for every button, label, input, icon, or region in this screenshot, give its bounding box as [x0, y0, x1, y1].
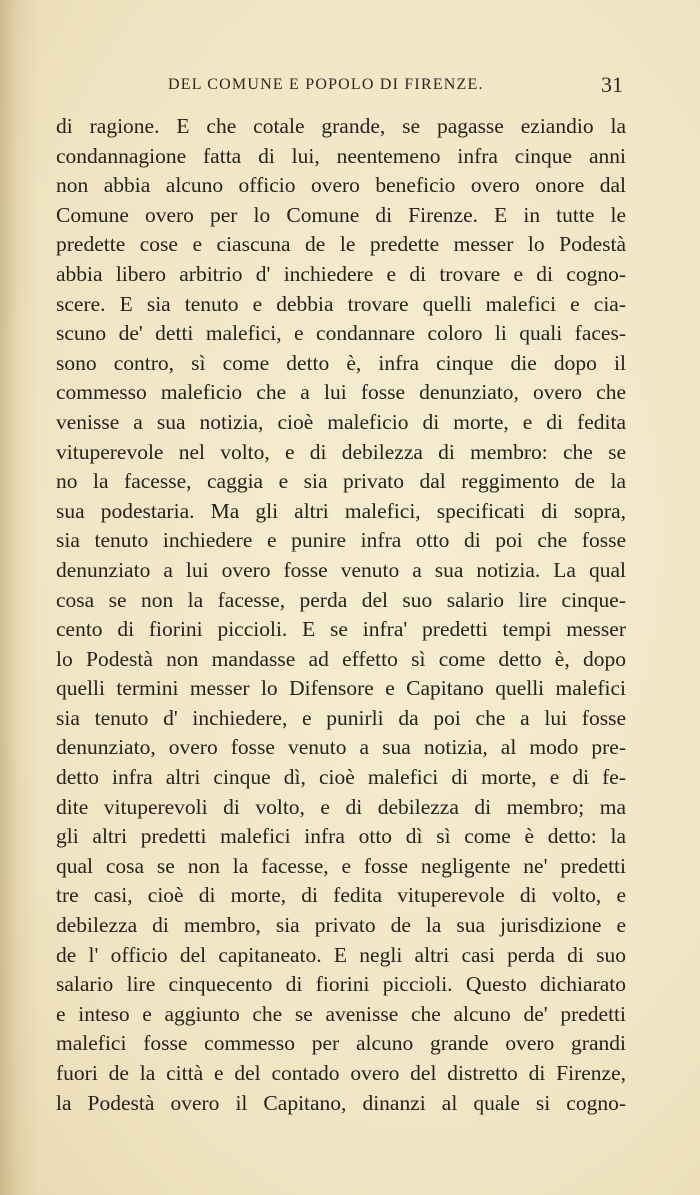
- text-line: di ragione. E che cotale grande, se pagasse eziandio la: [56, 114, 626, 138]
- text-line: sono contro, sì come detto è, infra cinque die dopo il: [56, 350, 626, 375]
- text-line: abbia libero arbitrio d' inchiedere e di trovare e di cogno-: [56, 261, 626, 286]
- text-line: sua podestaria. Ma gli altri malefici, specificati di sopra,: [56, 498, 626, 523]
- text-line: no la facesse, caggia e sia privato dal reggimento de la: [56, 469, 626, 494]
- text-line: cosa se non la facesse, perda del suo salario lire cinque-: [56, 587, 626, 612]
- text-line: gli altri predetti malefici infra otto dì sì come è detto: la: [56, 824, 626, 849]
- text-line: vituperevole nel volto, e di debilezza di membro: che se: [56, 439, 626, 464]
- text-line: fuori de la città e del contado overo del distretto di Firenze,: [56, 1061, 626, 1085]
- text-line: denunziato a lui overo fosse venuto a sua notizia. La qual: [56, 557, 626, 582]
- text-line: qual cosa se non la facesse, e fosse negligente ne' predetti: [56, 853, 626, 878]
- text-line: detto infra altri cinque dì, cioè malefici di morte, e di fe-: [56, 765, 626, 790]
- text-line: cento di fiorini piccioli. E se infra' predetti tempi messer: [56, 617, 626, 642]
- text-line: quelli termini messer lo Difensore e Capitano quelli malefici: [56, 676, 626, 701]
- text-line: predette cose e ciascuna de le predette messer lo Podestà: [56, 232, 626, 257]
- text-line: scuno de' detti malefici, e condannare coloro li quali faces-: [56, 321, 626, 346]
- text-line: scere. E sia tenuto e debbia trovare quelli malefici e cia-: [56, 291, 626, 316]
- text-line: la Podestà overo il Capitano, dinanzi al quale si cogno-: [56, 1090, 626, 1115]
- text-line: commesso maleficio che a lui fosse denunziato, overo che: [56, 380, 626, 405]
- text-line: salario lire cinquecento di fiorini piccioli. Questo dichiarato: [56, 972, 626, 997]
- running-head: DEL COMUNE E POPOLO DI FIRENZE.: [168, 76, 484, 93]
- text-line: de l' officio del capitaneato. E negli altri casi perda di suo: [56, 942, 626, 967]
- text-line: non abbia alcuno officio overo beneficio overo onore dal: [56, 173, 626, 198]
- text-line: debilezza di membro, sia privato de la sua jurisdizione e: [56, 913, 626, 938]
- text-line: venisse a sua notizia, cioè maleficio di morte, e di fedita: [56, 409, 626, 434]
- text-line: e inteso e aggiunto che se avenisse che alcuno de' predetti: [56, 1001, 626, 1026]
- text-line: sia tenuto inchiedere e punire infra otto di poi che fosse: [56, 528, 626, 553]
- text-line: Comune overo per lo Comune di Firenze. E in tutte le: [56, 202, 626, 227]
- text-line: denunziato, overo fosse venuto a sua notizia, al modo pre-: [56, 735, 626, 760]
- text-line: dite vituperevoli di volto, e di debilezza di membro; ma: [56, 794, 626, 819]
- text-line: tre casi, cioè di morte, di fedita vituperevole di volto, e: [56, 883, 626, 908]
- text-line: sia tenuto d' inchiedere, e punirli da poi che a lui fosse: [56, 705, 626, 730]
- text-line: condannagione fatta di lui, neentemeno infra cinque anni: [56, 143, 626, 168]
- text-line: lo Podestà non mandasse ad effetto sì come detto è, dopo: [56, 646, 626, 671]
- body-text: [56, 112, 626, 1118]
- text-line: malefici fosse commesso per alcuno grande overo grandi: [56, 1031, 626, 1056]
- page-number: 31: [601, 72, 623, 97]
